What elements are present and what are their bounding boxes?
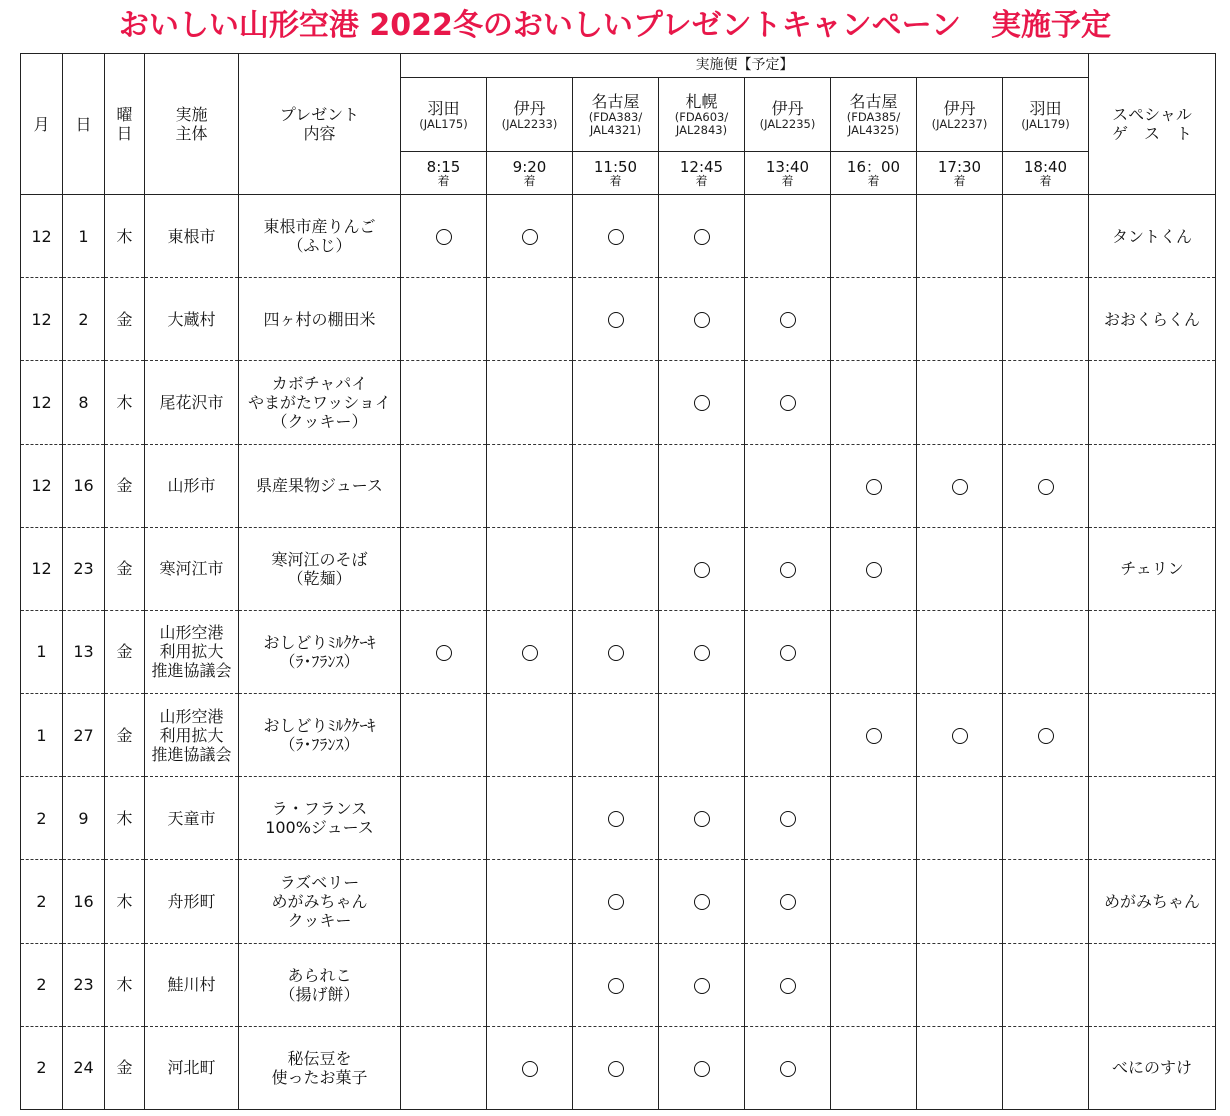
- header-flight-1: [487, 78, 573, 152]
- circle-mark-icon: [694, 978, 710, 994]
- cell-flight-5: [831, 278, 917, 361]
- circle-mark-icon: [780, 1061, 796, 1077]
- cell-flight-6: [917, 527, 1003, 610]
- cell-flight-1: [487, 444, 573, 527]
- cell-flight-6: [917, 361, 1003, 444]
- header-arrival-2: [573, 152, 659, 195]
- cell-flight-5: [831, 444, 917, 527]
- cell-flight-7: [1003, 278, 1089, 361]
- cell-flight-1: [487, 610, 573, 693]
- cell-flight-2: [573, 1026, 659, 1109]
- arrival-time: 18:40: [1023, 157, 1068, 176]
- cell-present: 県産果物ジュース: [239, 444, 401, 527]
- cell-flight-1: [487, 777, 573, 860]
- header-flight-4: [745, 78, 831, 152]
- cell-present: あられこ （揚げ餅）: [239, 943, 401, 1026]
- table-row: [21, 610, 1216, 693]
- cell-guest: [1089, 777, 1216, 860]
- cell-guest: [1089, 694, 1216, 777]
- header-arrival-1: [487, 152, 573, 195]
- header-arrival-5: [831, 152, 917, 195]
- cell-flight-2: [573, 527, 659, 610]
- cell-flight-0: [401, 777, 487, 860]
- cell-organizer: 鮭川村: [145, 943, 239, 1026]
- cell-flight-5: [831, 694, 917, 777]
- cell-flight-4: [745, 694, 831, 777]
- circle-mark-icon: [780, 811, 796, 827]
- circle-mark-icon: [694, 1061, 710, 1077]
- cell-weekday: 金: [105, 527, 145, 610]
- cell-flight-6: [917, 1026, 1003, 1109]
- circle-mark-icon: [780, 978, 796, 994]
- flight-city: 伊丹: [771, 98, 804, 118]
- cell-flight-3: [659, 195, 745, 278]
- cell-weekday: 金: [105, 694, 145, 777]
- flight-city: 伊丹: [943, 98, 976, 118]
- cell-flight-0: [401, 444, 487, 527]
- header-flight-5: [831, 78, 917, 152]
- flight-city: 名古屋: [849, 92, 898, 111]
- circle-mark-icon: [694, 312, 710, 328]
- arrival-time: 12:45: [679, 157, 724, 176]
- cell-present: おしどりﾐﾙｸｹｰｷ （ﾗ･ﾌﾗﾝｽ）: [239, 610, 401, 693]
- cell-flight-7: [1003, 610, 1089, 693]
- cell-flight-2: [573, 278, 659, 361]
- cell-flight-6: [917, 278, 1003, 361]
- cell-weekday: 木: [105, 943, 145, 1026]
- cell-day: 23: [63, 527, 105, 610]
- arrival-label: 着: [437, 173, 450, 188]
- cell-flight-0: [401, 1026, 487, 1109]
- circle-mark-icon: [694, 645, 710, 661]
- circle-mark-icon: [608, 229, 624, 245]
- cell-day: 1: [63, 195, 105, 278]
- cell-flight-1: [487, 527, 573, 610]
- cell-flight-4: [745, 195, 831, 278]
- cell-flight-5: [831, 195, 917, 278]
- cell-flight-7: [1003, 694, 1089, 777]
- arrival-time: 16：00: [846, 157, 901, 176]
- cell-flight-6: [917, 444, 1003, 527]
- circle-mark-icon: [952, 479, 968, 495]
- circle-mark-icon: [694, 229, 710, 245]
- cell-organizer: 寒河江市: [145, 527, 239, 610]
- cell-flight-4: [745, 278, 831, 361]
- cell-month: 12: [21, 527, 63, 610]
- flight-code: (JAL175): [419, 116, 468, 131]
- header-flight-6: [917, 78, 1003, 152]
- cell-day: 23: [63, 943, 105, 1026]
- table-row: [21, 943, 1216, 1026]
- flight-code: (JAL2237): [931, 116, 988, 131]
- flight-city: 羽田: [427, 98, 460, 118]
- circle-mark-icon: [780, 395, 796, 411]
- circle-mark-icon: [608, 312, 624, 328]
- cell-flight-6: [917, 777, 1003, 860]
- schedule-table: [20, 53, 1216, 1110]
- cell-month: 12: [21, 195, 63, 278]
- table-row: [21, 860, 1216, 943]
- cell-flight-7: [1003, 195, 1089, 278]
- circle-mark-icon: [1038, 728, 1054, 744]
- cell-month: 1: [21, 610, 63, 693]
- cell-flight-7: [1003, 777, 1089, 860]
- cell-flight-0: [401, 610, 487, 693]
- cell-present: 四ヶ村の棚田米: [239, 278, 401, 361]
- cell-flight-3: [659, 860, 745, 943]
- cell-day: 13: [63, 610, 105, 693]
- header-flight-7: [1003, 78, 1089, 152]
- circle-mark-icon: [780, 312, 796, 328]
- cell-present: ラズベリー めがみちゃん クッキー: [239, 860, 401, 943]
- cell-flight-0: [401, 527, 487, 610]
- cell-flight-0: [401, 943, 487, 1026]
- circle-mark-icon: [608, 978, 624, 994]
- table-row: [21, 527, 1216, 610]
- cell-flight-2: [573, 860, 659, 943]
- cell-month: 12: [21, 444, 63, 527]
- cell-weekday: 金: [105, 610, 145, 693]
- circle-mark-icon: [780, 562, 796, 578]
- cell-month: 2: [21, 943, 63, 1026]
- circle-mark-icon: [522, 229, 538, 245]
- table-row: [21, 694, 1216, 777]
- header-arrival-4: [745, 152, 831, 195]
- cell-weekday: 木: [105, 777, 145, 860]
- cell-flight-5: [831, 860, 917, 943]
- cell-present: 東根市産りんご （ふじ）: [239, 195, 401, 278]
- cell-flight-4: [745, 610, 831, 693]
- cell-flight-3: [659, 1026, 745, 1109]
- cell-month: 12: [21, 361, 63, 444]
- header-flight-0: [401, 78, 487, 152]
- flight-code: (JAL2233): [501, 116, 558, 131]
- cell-flight-5: [831, 361, 917, 444]
- header-guest: スペシャル ゲ ス ト: [1089, 54, 1216, 195]
- cell-flight-1: [487, 195, 573, 278]
- cell-weekday: 木: [105, 860, 145, 943]
- flight-city: 羽田: [1029, 98, 1062, 118]
- cell-weekday: 金: [105, 278, 145, 361]
- header-present: プレゼント 内容: [239, 54, 401, 195]
- circle-mark-icon: [694, 894, 710, 910]
- header-month: 月: [21, 54, 63, 195]
- arrival-label: 着: [609, 173, 622, 188]
- header-arrival-6: [917, 152, 1003, 195]
- flight-city: 伊丹: [513, 98, 546, 118]
- cell-flight-1: [487, 943, 573, 1026]
- cell-weekday: 木: [105, 195, 145, 278]
- circle-mark-icon: [694, 562, 710, 578]
- circle-mark-icon: [522, 1061, 538, 1077]
- cell-organizer: 天童市: [145, 777, 239, 860]
- table-row: [21, 278, 1216, 361]
- cell-day: 16: [63, 444, 105, 527]
- cell-guest: [1089, 361, 1216, 444]
- circle-mark-icon: [952, 728, 968, 744]
- cell-guest: [1089, 610, 1216, 693]
- cell-flight-3: [659, 444, 745, 527]
- cell-weekday: 金: [105, 1026, 145, 1109]
- cell-flight-2: [573, 361, 659, 444]
- circle-mark-icon: [436, 645, 452, 661]
- cell-day: 9: [63, 777, 105, 860]
- header-flight-2: [573, 78, 659, 152]
- cell-month: 1: [21, 694, 63, 777]
- cell-flight-1: [487, 278, 573, 361]
- circle-mark-icon: [608, 811, 624, 827]
- cell-flight-3: [659, 694, 745, 777]
- circle-mark-icon: [866, 479, 882, 495]
- cell-flight-4: [745, 860, 831, 943]
- cell-guest: おおくらくん: [1089, 278, 1216, 361]
- table-row: [21, 361, 1216, 444]
- arrival-label: 着: [781, 173, 794, 188]
- circle-mark-icon: [1038, 479, 1054, 495]
- cell-flight-2: [573, 694, 659, 777]
- cell-present: 秘伝豆を 使ったお菓子: [239, 1026, 401, 1109]
- arrival-time: 17:30: [937, 157, 982, 176]
- cell-flight-1: [487, 694, 573, 777]
- header-arrival-7: [1003, 152, 1089, 195]
- cell-flight-3: [659, 943, 745, 1026]
- arrival-label: 着: [523, 173, 536, 188]
- cell-present: おしどりﾐﾙｸｹｰｷ （ﾗ･ﾌﾗﾝｽ）: [239, 694, 401, 777]
- cell-flight-1: [487, 361, 573, 444]
- cell-flight-7: [1003, 943, 1089, 1026]
- cell-flight-6: [917, 694, 1003, 777]
- cell-present: 寒河江のそば （乾麺）: [239, 527, 401, 610]
- cell-guest: めがみちゃん: [1089, 860, 1216, 943]
- cell-flight-3: [659, 610, 745, 693]
- flight-code: (FDA383/ JAL4321): [588, 110, 643, 137]
- arrival-label: 着: [695, 173, 708, 188]
- circle-mark-icon: [522, 645, 538, 661]
- flight-code: (FDA603/ JAL2843): [674, 110, 729, 137]
- page-title: おいしい山形空港 2022冬のおいしいプレゼントキャンペーン 実施予定: [118, 8, 1112, 43]
- circle-mark-icon: [608, 1061, 624, 1077]
- circle-mark-icon: [436, 229, 452, 245]
- flight-code: (FDA385/ JAL4325): [846, 110, 901, 137]
- arrival-label: 着: [867, 173, 880, 188]
- cell-organizer: 山形空港 利用拡大 推進協議会: [145, 610, 239, 693]
- cell-flight-0: [401, 361, 487, 444]
- header-weekday: 曜 日: [105, 54, 145, 195]
- cell-day: 16: [63, 860, 105, 943]
- cell-flight-2: [573, 610, 659, 693]
- table-row: [21, 1026, 1216, 1109]
- cell-flight-2: [573, 195, 659, 278]
- cell-organizer: 東根市: [145, 195, 239, 278]
- cell-month: 2: [21, 1026, 63, 1109]
- header-organizer: 実施 主体: [145, 54, 239, 195]
- cell-flight-3: [659, 527, 745, 610]
- cell-guest: べにのすけ: [1089, 1026, 1216, 1109]
- cell-flight-4: [745, 777, 831, 860]
- cell-flight-3: [659, 278, 745, 361]
- cell-flight-6: [917, 943, 1003, 1026]
- cell-flight-4: [745, 444, 831, 527]
- cell-organizer: 山形空港 利用拡大 推進協議会: [145, 694, 239, 777]
- cell-present: カボチャパイ やまがたワッショイ （クッキー）: [239, 361, 401, 444]
- circle-mark-icon: [866, 728, 882, 744]
- cell-day: 24: [63, 1026, 105, 1109]
- circle-mark-icon: [780, 894, 796, 910]
- cell-guest: [1089, 943, 1216, 1026]
- cell-weekday: 木: [105, 361, 145, 444]
- circle-mark-icon: [694, 395, 710, 411]
- cell-flight-7: [1003, 860, 1089, 943]
- header-day: 日: [63, 54, 105, 195]
- cell-flight-5: [831, 1026, 917, 1109]
- cell-weekday: 金: [105, 444, 145, 527]
- flight-code: (JAL2235): [759, 116, 816, 131]
- cell-month: 2: [21, 777, 63, 860]
- header-arrival-0: [401, 152, 487, 195]
- circle-mark-icon: [608, 645, 624, 661]
- arrival-label: 着: [1039, 173, 1052, 188]
- flight-city: 札幌: [685, 92, 718, 111]
- cell-day: 27: [63, 694, 105, 777]
- cell-flight-2: [573, 777, 659, 860]
- cell-flight-3: [659, 777, 745, 860]
- cell-present: ラ・フランス 100%ジュース: [239, 777, 401, 860]
- cell-guest: タントくん: [1089, 195, 1216, 278]
- cell-organizer: 山形市: [145, 444, 239, 527]
- arrival-time: 13:40: [765, 157, 810, 176]
- cell-flight-7: [1003, 1026, 1089, 1109]
- cell-flight-7: [1003, 361, 1089, 444]
- cell-month: 12: [21, 278, 63, 361]
- cell-flight-2: [573, 943, 659, 1026]
- cell-flight-5: [831, 777, 917, 860]
- cell-guest: チェリン: [1089, 527, 1216, 610]
- flight-city: 名古屋: [591, 92, 640, 111]
- circle-mark-icon: [780, 645, 796, 661]
- table-row: [21, 777, 1216, 860]
- flight-code: (JAL179): [1021, 116, 1070, 131]
- cell-organizer: 大蔵村: [145, 278, 239, 361]
- cell-flight-0: [401, 694, 487, 777]
- cell-flight-6: [917, 610, 1003, 693]
- cell-flight-4: [745, 361, 831, 444]
- header-flight-3: [659, 78, 745, 152]
- circle-mark-icon: [866, 562, 882, 578]
- cell-flight-4: [745, 1026, 831, 1109]
- cell-flight-3: [659, 361, 745, 444]
- cell-flight-4: [745, 527, 831, 610]
- arrival-time: 8:15: [426, 157, 461, 176]
- header-flights-group: 実施便【予定】: [401, 54, 1089, 78]
- cell-month: 2: [21, 860, 63, 943]
- arrival-time: 9:20: [512, 157, 547, 176]
- circle-mark-icon: [608, 894, 624, 910]
- table-row: [21, 444, 1216, 527]
- arrival-label: 着: [953, 173, 966, 188]
- cell-flight-0: [401, 278, 487, 361]
- cell-flight-7: [1003, 527, 1089, 610]
- cell-flight-5: [831, 610, 917, 693]
- cell-flight-4: [745, 943, 831, 1026]
- cell-flight-5: [831, 527, 917, 610]
- arrival-time: 11:50: [593, 157, 638, 176]
- cell-day: 8: [63, 361, 105, 444]
- cell-organizer: 河北町: [145, 1026, 239, 1109]
- cell-flight-2: [573, 444, 659, 527]
- circle-mark-icon: [694, 811, 710, 827]
- cell-flight-0: [401, 860, 487, 943]
- cell-guest: [1089, 444, 1216, 527]
- table-row: [21, 195, 1216, 278]
- cell-flight-1: [487, 1026, 573, 1109]
- cell-organizer: 舟形町: [145, 860, 239, 943]
- cell-flight-7: [1003, 444, 1089, 527]
- cell-day: 2: [63, 278, 105, 361]
- cell-organizer: 尾花沢市: [145, 361, 239, 444]
- cell-flight-1: [487, 860, 573, 943]
- cell-flight-5: [831, 943, 917, 1026]
- header-arrival-3: [659, 152, 745, 195]
- cell-flight-6: [917, 195, 1003, 278]
- cell-flight-6: [917, 860, 1003, 943]
- cell-flight-0: [401, 195, 487, 278]
